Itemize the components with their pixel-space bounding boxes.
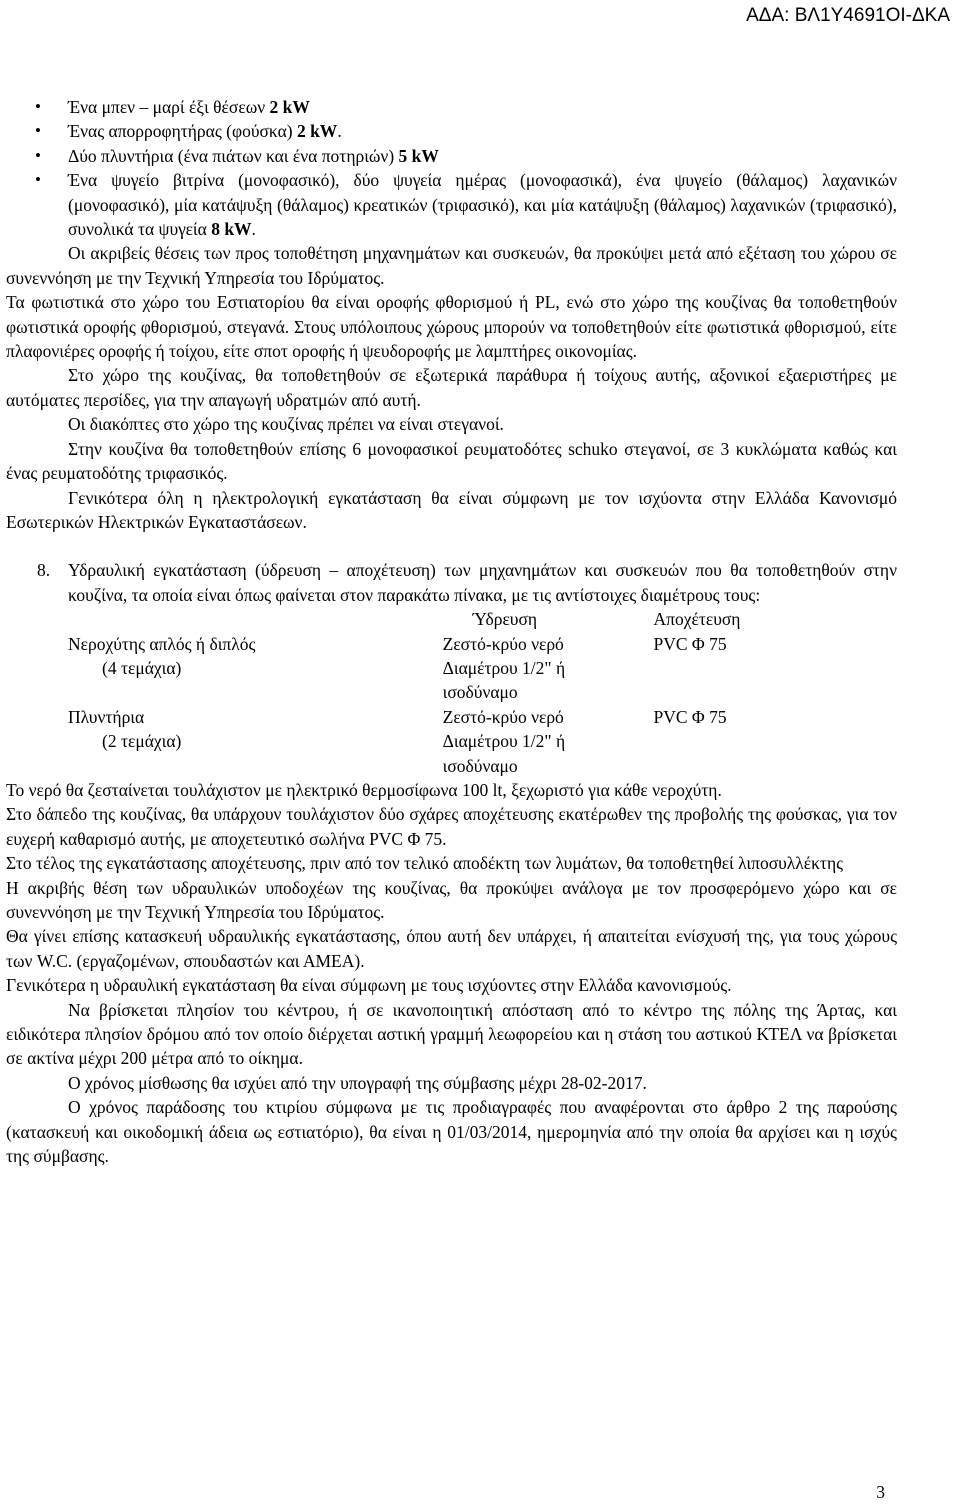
column-header-water: Ύδρευση <box>472 609 538 630</box>
list-item: • Δύο πλυντήρια (ένα πιάτων και ένα ποτηριών) 5 kW <box>68 144 897 168</box>
plumbing-table <box>6 607 897 778</box>
paragraph: Ο χρόνος παράδοσης του κτιρίου σύμφωνα με τις προδιαγραφές που αναφέρονται στο άρθρο 2 της παρούσης (κατασκευή και οικοδομική άδεια ως εστιατόριο), θα είναι η 01/03/2014, ημερομηνία από την οποία θα αρχίσει και η ισχύς της σύμβασης. <box>6 1097 897 1167</box>
list-item: • Ένα μπεν – μαρί έξι θέσεων 2 kW <box>68 95 897 119</box>
ada-header: ΑΔΑ: ΒΛ1Υ4691ΟΙ-ΔΚΑ <box>746 5 950 26</box>
item-name: Πλυντήρια <box>68 706 145 727</box>
section-number: 8. <box>37 560 51 581</box>
paragraph: Γενικότερα όλη η ηλεκτρολογική εγκατάσταση θα είναι σύμφωνη με τον ισχύοντα στην Ελλάδα Κανονισμό Εσωτερικών Ηλεκτρικών Εγκαταστάσεων. <box>6 487 897 532</box>
water-spec: Ζεστό-κρύο νερό <box>442 706 564 727</box>
water-equivalent: ισοδύναμο <box>442 755 518 776</box>
paragraph: Οι διακόπτες στο χώρο της κουζίνας πρέπει να είναι στεγανοί. <box>68 414 504 435</box>
paragraph: Τα φωτιστικά στο χώρο του Εστιατορίου θα είναι οροφής φθορισμού ή PL, ενώ στο χώρο της κουζίνας θα τοποθετηθούν φωτιστικά οροφής φθορισμού, στεγανά. Στους υπόλοιπους χώρους μπορούν να τοποθετηθούν είτε φωτιστικά φθορισμού, είτε πλαφονιέρες οροφής ή τοίχου, είτε σποτ οροφής ή ψευδοροφής με λαμπτήρες οικονομίας. <box>6 292 897 362</box>
table-row <box>6 656 897 680</box>
water-diameter: Διαμέτρου 1/2" ή <box>442 657 566 678</box>
paragraph: Θα γίνει επίσης κατασκευή υδραυλικής εγκατάστασης, όπου αυτή δεν υπάρχει, ή απαιτείται ενίσχυσή της, για τους χώρους των W.C. (εργαζομένων, σπουδαστών και ΑΜΕΑ). <box>6 926 897 971</box>
paragraph: Να βρίσκεται πλησίον του κέντρου, ή σε ικανοποιητική απόσταση από το κέντρο της πόλης της Άρτας, και ειδικότερα πλησίον δρόμου από τον οποίο διέρχεται αστική γραμμή λεωφορείου και η στάση του αστικού ΚΤΕΛ να βρίσκεται σε ακτίνα μέχρι 200 μέτρα από το οίκημα. <box>6 999 897 1069</box>
section-text: Υδραυλική εγκατάσταση (ύδρευση – αποχέτευση) των μηχανημάτων και συσκευών που θα τοποθετηθούν στην κουζίνα, τα οποία είναι όπως φαίνεται στον παρακάτω πίνακα, με τις αντίστοιχες διαμέτρους τους: <box>68 560 897 605</box>
item-qty: (2 τεμάχια) <box>102 731 182 752</box>
item-name: Νεροχύτης απλός ή διπλός <box>68 633 256 654</box>
drain-spec: PVC Φ 75 <box>653 706 727 727</box>
table-row <box>6 754 897 778</box>
paragraph: Οι ακριβείς θέσεις των προς τοποθέτηση μηχανημάτων και συσκευών, θα προκύψει μετά από εξέταση του χώρου σε συνεννόηση με την Τεχνική Υπηρεσία του Ιδρύματος. <box>6 243 897 288</box>
power-list <box>6 95 897 241</box>
page-number: 3 <box>876 1482 885 1502</box>
water-equivalent: ισοδύναμο <box>442 682 518 703</box>
paragraph: Στο τέλος της εγκατάστασης αποχέτευσης, πριν από τον τελικό αποδέκτη των λυμάτων, θα τοποθετηθεί λιποσυλλέκτης <box>6 853 844 874</box>
paragraph: Στο δάπεδο της κουζίνας, θα υπάρχουν τουλάχιστον δύο σχάρες αποχέτευσης εκατέρωθεν της προβολής της φούσκας, για τον ευχερή καθαρισμό αυτής, με αποχετευτικό σωλήνα PVC Φ 75. <box>6 804 897 849</box>
paragraph: Στο χώρο της κουζίνας, θα τοποθετηθούν σε εξωτερικά παράθυρα ή τοίχους αυτής, αξονικοί εξαεριστήρες με αυτόματες περσίδες, για την απαγωγή υδρατμών από αυτή. <box>6 365 897 410</box>
water-diameter: Διαμέτρου 1/2" ή <box>442 731 566 752</box>
water-spec: Ζεστό-κρύο νερό <box>442 633 564 654</box>
table-row <box>6 632 897 656</box>
document-body <box>6 95 897 1168</box>
list-item: • Ένας απορροφητήρας (φούσκα) 2 kW. <box>68 119 897 143</box>
paragraph: Στην κουζίνα θα τοποθετηθούν επίσης 6 μονοφασικοί ρευματοδότες schuko στεγανοί, σε 3 κυκλώματα καθώς και ένας ρευματοδότης τριφασικός. <box>6 438 897 484</box>
paragraph: Ο χρόνος μίσθωσης θα ισχύει από την υπογραφή της σύμβασης μέχρι 28-02-2017. <box>68 1072 647 1093</box>
table-row <box>6 705 897 729</box>
item-qty: (4 τεμάχια) <box>102 657 182 678</box>
paragraph: Γενικότερα η υδραυλική εγκατάσταση θα είναι σύμφωνη με τους ισχύοντες στην Ελλάδα κανονισμούς. <box>6 975 732 996</box>
column-header-drain: Αποχέτευση <box>653 609 741 630</box>
paragraph: Το νερό θα ζεσταίνεται τουλάχιστον με ηλεκτρικό θερμοσίφωνα 100 lt, ξεχωριστό για κάθε νεροχύτη. <box>6 779 722 800</box>
drain-spec: PVC Φ 75 <box>653 633 727 654</box>
section-8 <box>6 558 897 607</box>
table-row <box>6 680 897 704</box>
table-row <box>6 729 897 753</box>
paragraph: Η ακριβής θέση των υδραυλικών υποδοχέων της κουζίνας, θα προκύψει ανάλογα με τον προσφερόμενο χώρο και σε συνεννόηση με την Τεχνική Υπηρεσία του Ιδρύματος. <box>6 877 897 922</box>
table-header-row <box>6 607 897 631</box>
list-item: • Ένα ψυγείο βιτρίνα (μονοφασικό), δύο ψυγεία ημέρας (μονοφασικά), ένα ψυγείο (θάλαμος) λαχανικών (μονοφασικό), μία κατάψυξη (θάλαμος) κρεατικών (τριφασικό), και μία κατάψυξη (θάλαμος) λαχανικών (τριφασικό), συνολικά τα ψυγεία 8 kW. <box>68 168 897 241</box>
